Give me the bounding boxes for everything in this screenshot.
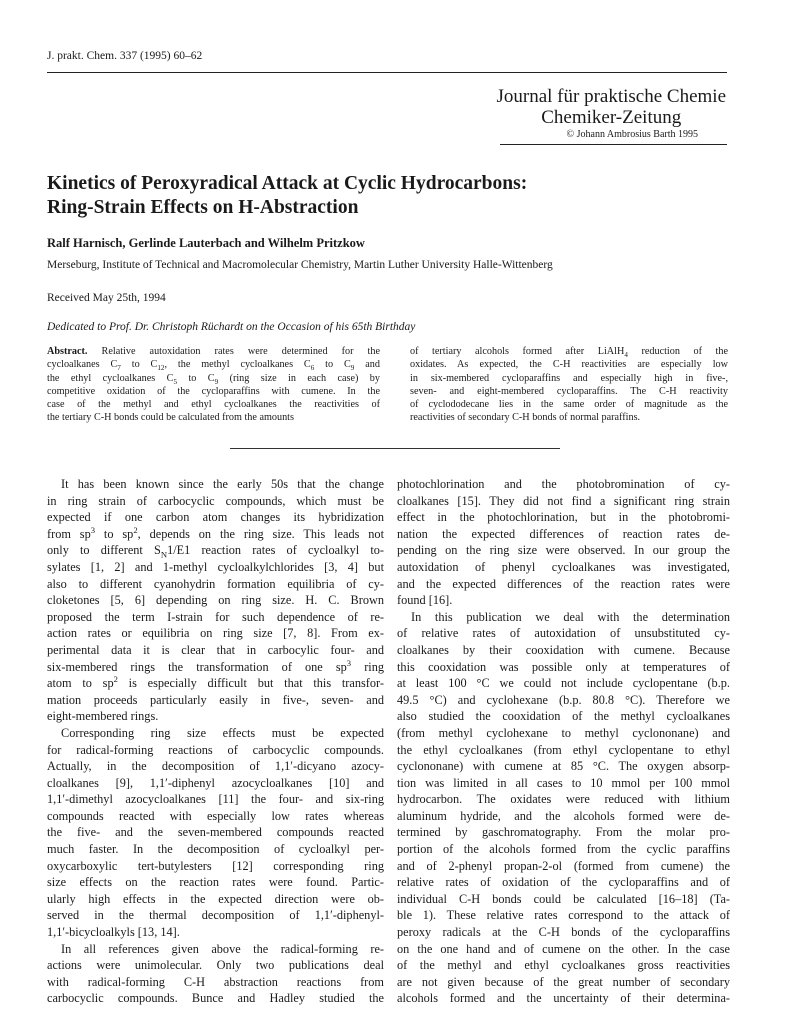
abstract-line: the ethyl cycloalkanes $C_5$ to $C_9$ (ring size in each case) by [47,372,380,386]
body-line: expected if one carbon atom changes its hybridization [47,510,384,525]
body-line: ularly high effects in the expected direction were ob- [47,891,384,906]
body-right-column [397,476,730,1007]
body-line: much faster. In the decomposition of cycloalkyl per- [47,842,384,857]
body-line: on the one hand and of cumene on the other. In the case [397,941,730,956]
body-line: (from methyl cyclohexane to methyl cyclononane) and [397,725,730,740]
body-line: nation the expected differences of reaction rates de- [397,526,730,541]
body-line: of the methyl and ethyl cycloalkanes gross reactivities [397,958,730,973]
body-line: size effects on the reaction rates were found. Partic- [47,875,384,890]
body-line: perimental data it is clear that in carbocylic four- and [47,642,384,657]
body-line: compounds reacted with especially low rates whereas [47,808,384,823]
body-line: six-membered rings the transformation of one $sp^3$ ring [47,658,384,674]
affiliation: Merseburg, Institute of Technical and Macromolecular Chemistry, Martin Luther University Halle-Wittenberg [47,259,553,271]
dedication: Dedicated to Prof. Dr. Christoph Rüchardt on the Occasion of his 65th Birthday [47,321,416,333]
body-line: served in the thermal decomposition of 1,1′-diphenyl- [47,908,384,923]
body-line: aluminum hydride, and the alcohols formed were de- [397,808,730,823]
copyright-line: © Johann Ambrosius Barth 1995 [566,129,698,140]
abstract-line: of tertiary alcohols formed after LiAlH$_4$ reduction of the [410,346,728,360]
article-title [47,172,727,220]
body-line: pending on the ring size were observed. In our group the [397,543,730,558]
journal-title-line-1: Journal für praktische Chemie [496,86,726,107]
body-line: In all references given above the radical-forming re- [61,941,384,956]
abstract-line: of cyclododecane lies in the same order of magnitude as the [410,399,728,411]
abstract-line: reactivities of secondary C-H bonds of normal paraffins. [410,412,641,424]
abstract-line: cycloalkanes $C_7$ to $C_{12}$, the methyl cycloalkanes $C_6$ to $C_9$ and [47,359,380,373]
body-line: at least 100 °C we could not include cyclopentane (b.p. [397,676,730,691]
journal-rule [500,144,727,145]
received-date: Received May 25th, 1994 [47,292,166,304]
body-line: relative rates of oxidation of the cycloparaffins and of [397,875,730,890]
body-line: action rates or equilibria on ring size [7, 8]. From ex- [47,626,384,641]
abstract-line: Abstract. Relative autoxidation rates were determined for the [47,346,381,357]
header-rule [47,72,727,73]
body-line: peroxy radicals at the C-H bonds of the cycloparaffins [397,925,730,940]
body-line: termined by gaschromatography. From the molar pro- [397,825,730,840]
body-line: individual C-H bonds could be calculated [16–18] (Ta- [397,891,730,906]
body-line: this cooxidation was possible only at temperatures of [397,659,730,674]
journal-title [496,86,726,128]
body-line: sylates [1, 2] and 1-methyl cycloalkylchlorides [3, 4] but [47,559,384,574]
body-line: the five- and the seven-membered compounds reacted [47,825,384,840]
body-line: also studied the cooxidation of the methyl cycloalkanes [397,709,730,724]
body-line: only to different $S_N1/E1$ reaction rates of cycloalkyl to- [47,543,384,559]
abstract-line: case of the methyl and ethyl cycloalkanes the reactivities of [47,399,380,411]
body-line: cloalkanes by their cooxidation with cumene. Because [397,642,730,657]
body-line: mation proceeds particularly easily in five-, seven- and [47,692,384,707]
abstract-line: competitive oxidation of the cycloparaffins with cumene. In the [47,385,380,397]
body-line: 49.5 °C) and cyclohexane (b.p. 80.8 °C). Therefore we [397,692,730,707]
body-line: In this publication we deal with the determination [411,609,730,624]
body-line: carbocyclic compounds. Bunce and Hadley studied the [47,991,384,1006]
abstract-right-column [410,345,728,425]
body-line: oxycarboxylic tert-butylesters [12] corresponding ring [47,858,384,873]
body-line: Corresponding ring size effects must be expected [61,725,384,740]
article-title-line-2: Ring-Strain Effects on H-Abstraction [47,197,359,218]
body-line: cloketones [5, 6] depending on ring size. H. C. Brown [47,593,384,608]
body-line: and of 2-phenyl propan-2-ol (formed from cumene) the [397,858,730,873]
abstract-line: seven- and eight-membered cycloparaffins. The C-H reactivity [410,385,728,397]
body-line: and the expected differences of the reaction rates were [397,576,730,591]
body-line: are not given because of the great number of secondary [397,974,730,989]
body-left-column [47,476,384,1007]
body-line: also to different cyanohydrin formation equilibria of cy- [47,576,384,591]
body-line: of relative rates of autoxidation of unsubstituted cy- [397,626,730,641]
body-line: proposed the term I-strain for such dependence of re- [47,609,384,624]
body-line: autoxidation of phenyl cycloalkanes was investigated, [397,559,730,574]
body-line: eight-membered rings. [47,709,159,724]
body-line: 1,1′-dimethyl azocycloalkanes [11] the four- and six-ring [47,792,384,807]
body-line: for radical-forming reactions of carbocyclic compounds. [47,742,384,757]
abstract-line: oxidates. As expected, the C-H reactivities are especially low [410,359,728,371]
body-line: Actually, in the decomposition of 1,1′-dicyano azocy- [47,759,384,774]
body-line: cyclononane) with cumene at 85 °C. The oxygen absorp- [397,759,730,774]
body-line: tion was limited in all cases to 10 mmol per 100 mmol [397,775,730,790]
body-line: ble 1). These relative rates correspond to the attack of [397,908,730,923]
abstract-line: in six-membered cycloparaffins and especially high in five-, [410,372,728,384]
body-line: with radical-forming C-H abstraction reactions from [47,974,384,989]
body-line: photochlorination and the photobromination of cy- [397,477,730,491]
body-line: found [16]. [397,593,453,608]
abstract-line: the tertiary C-H bonds could be calculated from the amounts [47,412,294,424]
author-list: Ralf Harnisch, Gerlinde Lauterbach and Wilhelm Pritzkow [47,236,365,250]
body-line: actions were unimolecular. Only two publications deal [47,958,384,973]
body-line: the ethyl cycloalkanes (from ethyl cyclopentane to ethyl [397,742,730,757]
body-line: cloalkanes [9], 1,1′-diphenyl azocycloalkanes [10] and [47,775,384,790]
journal-citation: J. prakt. Chem. 337 (1995) 60–62 [47,50,203,62]
body-line: 1,1′-bicycloalkyls [13, 14]. [47,925,180,940]
body-line: effect in the photochlorination, but in the photobromi- [397,510,730,525]
body-line: hydrocarbon. The oxidates were reduced with lithium [397,792,730,807]
body-line: portion of the alcohols formed from the cyclic paraffins [397,842,730,857]
journal-title-line-2: Chemiker-Zeitung [541,107,682,128]
body-line: alcohols formed and the uncertainty of their determina- [397,991,730,1006]
body-line: cloalkanes [15]. They did not find a significant ring strain [397,493,730,508]
body-line: from $sp^3$ to $sp^2$, depends on the ring size. This leads not [47,525,384,541]
body-line: atom to $sp^2$ is especially difficult but that this transfor- [47,675,384,691]
section-separator [230,448,560,449]
body-line: in ring strain of carbocyclic compounds, which must be [47,493,384,508]
abstract-left-column [47,345,380,425]
article-title-line-1: Kinetics of Peroxyradical Attack at Cyclic Hydrocarbons: [47,173,528,194]
body-line: It has been known since the early 50s that the change [61,477,384,491]
abstract-label: Abstract. [47,346,88,357]
